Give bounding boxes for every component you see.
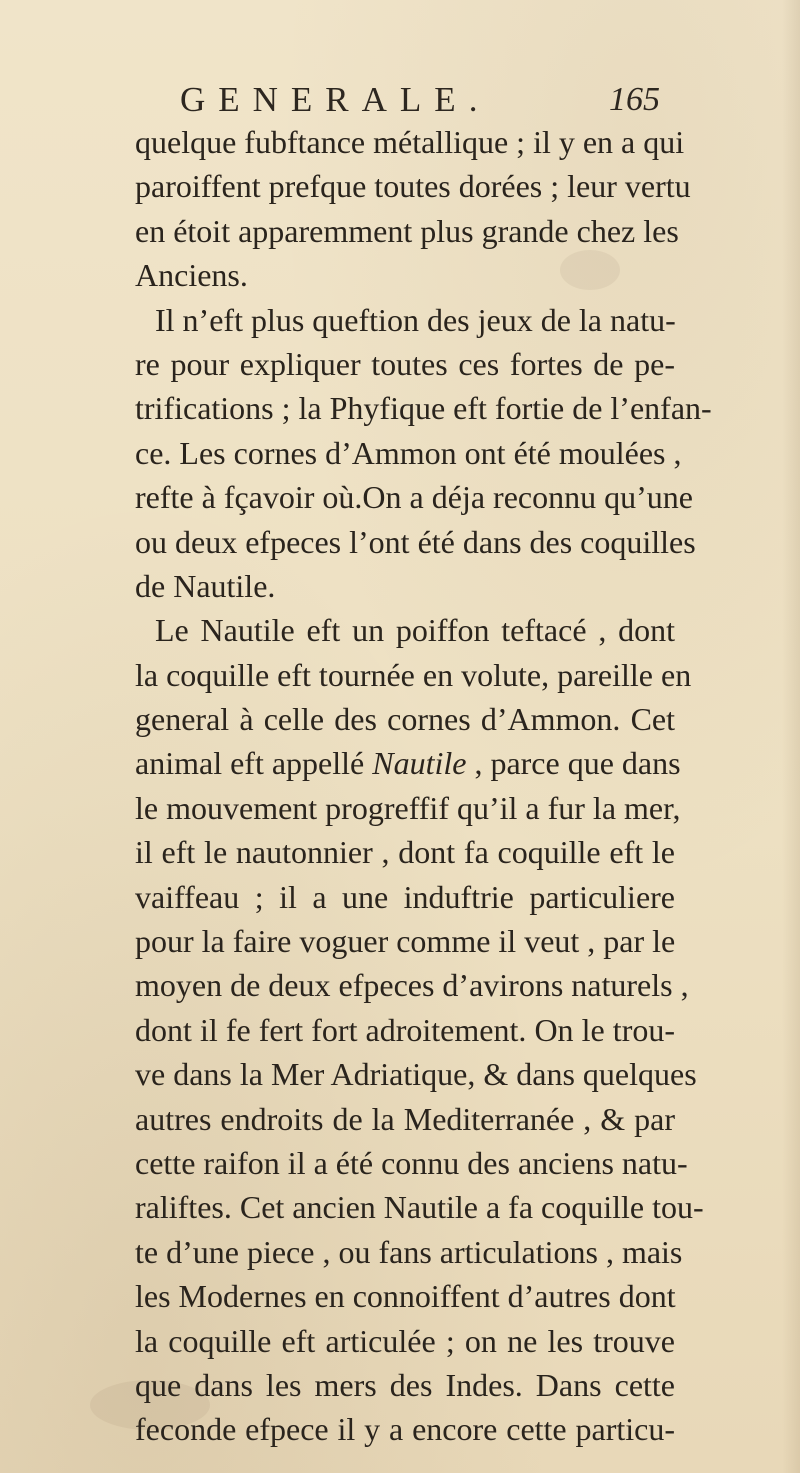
text-line: le mouvement progreffif qu’il a fur la mer, (135, 789, 681, 826)
text-line: raliftes. Cet ancien Nautile a fa coquille tou- (135, 1189, 704, 1226)
page-edge-shadow (782, 0, 800, 1473)
text-line: pour la faire voguer comme il veut , par le (135, 923, 676, 960)
page-header (180, 80, 660, 120)
text-line: refte à fçavoir où.On a déja reconnu qu’une (135, 479, 693, 516)
page-number: 165 (609, 81, 660, 118)
text-line: ou deux efpeces l’ont été dans des coquilles (135, 523, 696, 560)
text-line: ce. Les cornes d’Ammon ont été moulées , (135, 434, 682, 471)
text-line: te d’une piece , ou fans articulations , mais (135, 1233, 683, 1270)
text-line: Anciens. (135, 257, 248, 294)
text-line: Le Nautile eft un poiffon teftacé , dont (155, 612, 675, 649)
text-line: en étoit apparemment plus grande chez les (135, 212, 679, 249)
text-line: re pour expliquer toutes ces fortes de pe- (135, 345, 675, 382)
text-line: moyen de deux efpeces d’avirons naturels , (135, 967, 689, 1004)
text-segment: animal eft appellé (135, 745, 373, 782)
text-segment: , parce que dans (466, 745, 681, 782)
text-line: general à celle des cornes d’Ammon. Cet (135, 701, 675, 738)
text-line: il eft le nautonnier , dont fa coquille eft le (135, 834, 675, 871)
text-line: feconde efpece il y a encore cette particu- (135, 1411, 675, 1448)
text-line: quelque fubftance métallique ; il y en a qui (135, 124, 685, 160)
text-line: cette raifon il a été connu des anciens natu- (135, 1144, 688, 1181)
body-text (135, 120, 712, 1452)
text-line: autres endroits de la Mediterranée , & par (135, 1100, 675, 1137)
text-line: dont il fe fert fort adroitement. On le trou- (135, 1011, 675, 1048)
text-line: ve dans la Mer Adriatique, & dans quelques (135, 1056, 697, 1093)
text-line: Il n’eft plus queftion des jeux de la natu- (155, 301, 676, 338)
text-line: la coquille eft articulée ; on ne les trouve (135, 1322, 675, 1359)
text-line: trifications ; la Phyfique eft fortie de l’enfan- (135, 390, 712, 427)
text-line: paroiffent prefque toutes dorées ; leur vertu (135, 168, 691, 205)
italic-term: Nautile (372, 745, 467, 782)
running-head: GENERALE. (180, 80, 491, 119)
text-line: les Modernes en connoiffent d’autres dont (135, 1278, 676, 1315)
text-line: que dans les mers des Indes. Dans cette (135, 1366, 675, 1403)
text-line: de Nautile. (135, 567, 276, 604)
text-line-with-italic (135, 741, 681, 785)
text-line: la coquille eft tournée en volute, pareille en (135, 656, 692, 693)
text-line: vaiffeau ; il a une induftrie particuliere (135, 878, 675, 915)
